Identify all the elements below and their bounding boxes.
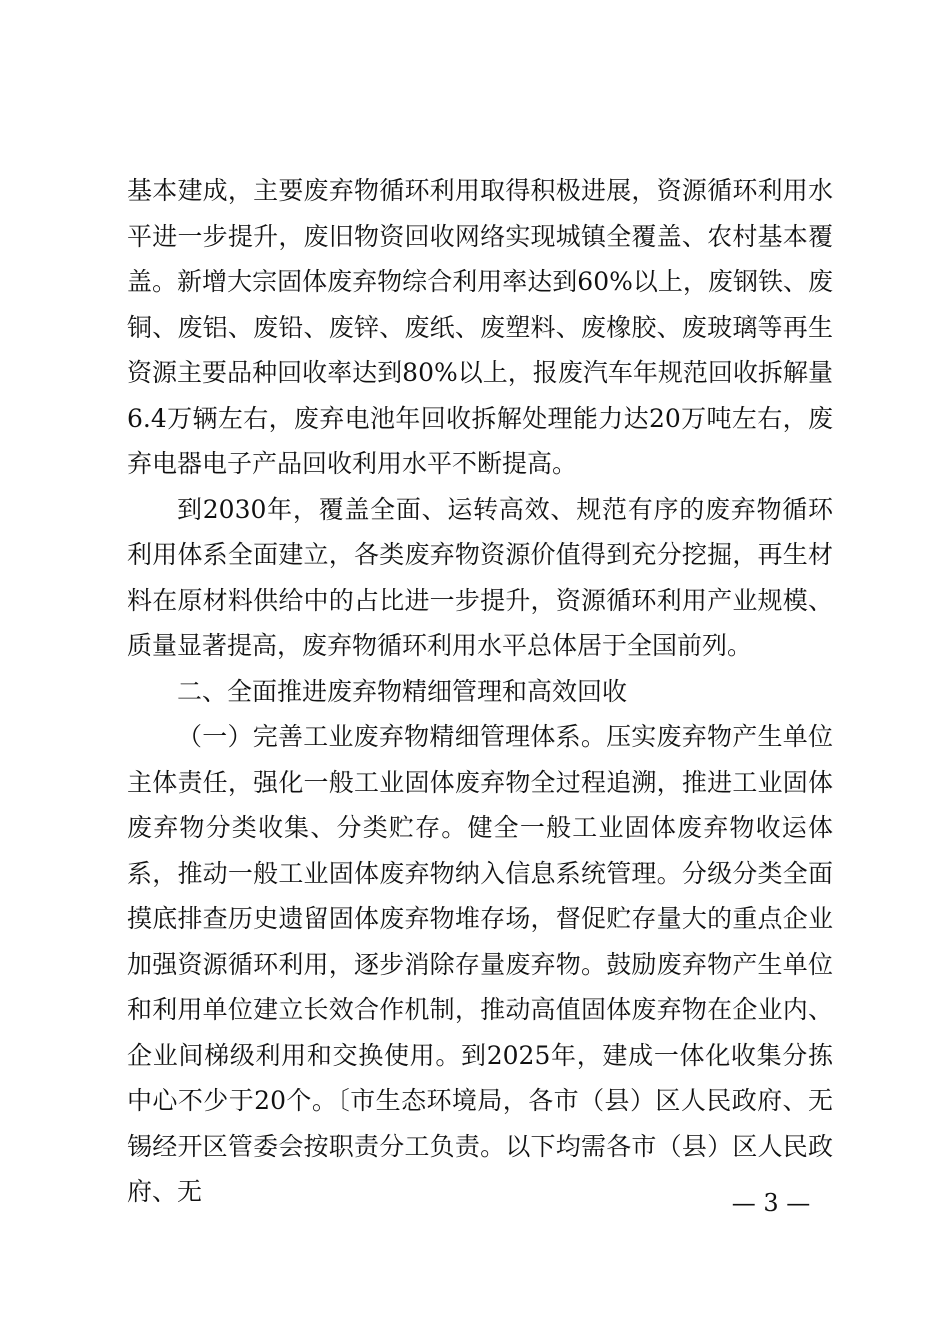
- section-heading: 二、全面推进废弃物精细管理和高效回收: [177, 676, 628, 706]
- subsection-paragraph: （一）完善工业废弃物精细管理体系。压实废弃物产生单位主体责任，强化一般工业固体废弃物全过程追溯，推进工业固体废弃物分类收集、分类贮存。健全一般工业固体废弃物收运体系，推动一般工业固体废弃物纳入信息系统管理。分级分类全面摸底排查历史遗留固体废弃物堆存场，督促贮存量大的重点企业加强资源循环利用，逐步消除存量废弃物。鼓励废弃物产生单位和利用单位建立长效合作机制，推动高值固体废弃物在企业内、企业间梯级利用和交换使用。到2025年，建成一体化收集分拣中心不少于20个。〔市生态环境局，各市（县）区人民政府、无锡经开区管委会按职责分工负责。以下均需各市（县）区人民政府、无: [127, 722, 833, 1206]
- page-number: — 3 —: [731, 1189, 811, 1217]
- paragraph-2030-goal: 到2030年，覆盖全面、运转高效、规范有序的废弃物循环利用体系全面建立，各类废弃物资源价值得到充分挖掘，再生材料在原材料供给中的占比进一步提升，资源循环利用产业规模、质量显著提高，废弃物循环利用水平总体居于全国前列。: [127, 494, 833, 660]
- document-body: [127, 168, 833, 1215]
- paragraph-continued: 基本建成，主要废弃物循环利用取得积极进展，资源循环利用水平进一步提升，废旧物资回收网络实现城镇全覆盖、农村基本覆盖。新增大宗固体废弃物综合利用率达到60%以上，废钢铁、废铜、废铝、废铅、废锌、废纸、废塑料、废橡胶、废玻璃等再生资源主要品种回收率达到80%以上，报废汽车年规范回收拆解量6.4万辆左右，废弃电池年回收拆解处理能力达20万吨左右，废弃电器电子产品回收利用水平不断提高。: [127, 176, 833, 478]
